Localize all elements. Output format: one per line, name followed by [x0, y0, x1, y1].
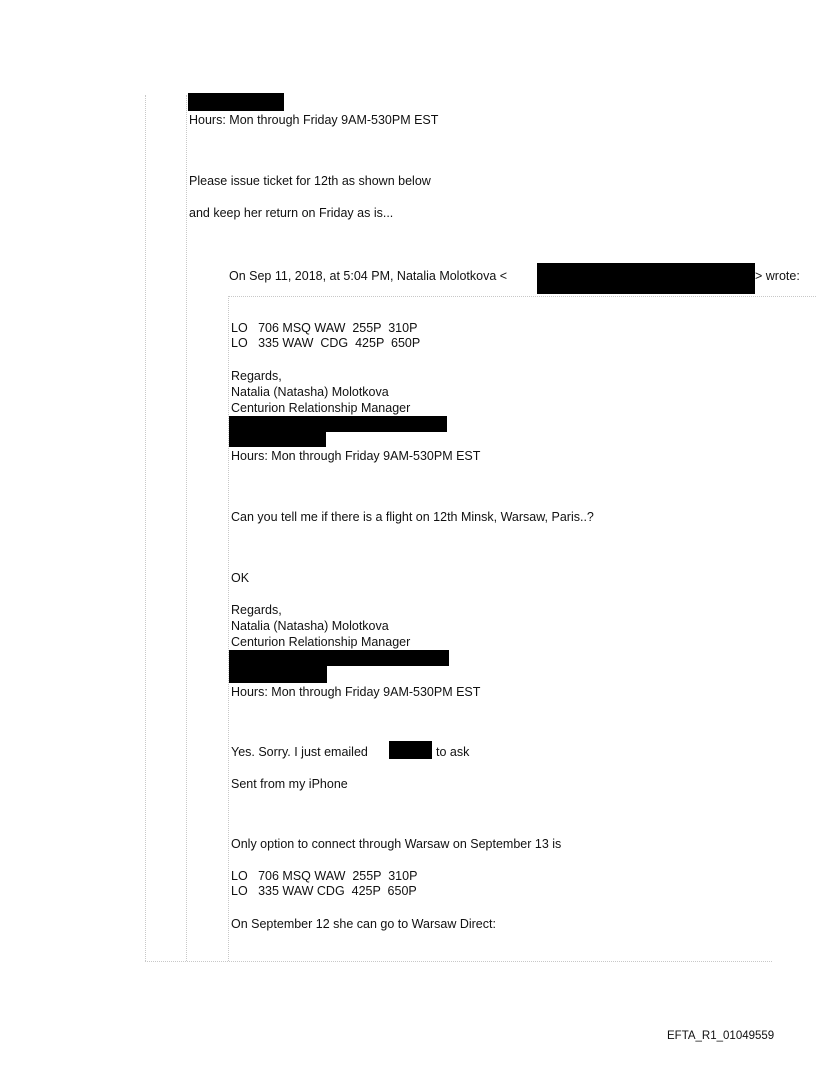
- option-text: Only option to connect through Warsaw on September 13 is: [231, 837, 562, 851]
- document-id: EFTA_R1_01049559: [667, 1030, 775, 1042]
- direct-text: On September 12 she can go to Warsaw Direct:: [231, 917, 496, 931]
- redaction-bar: [229, 416, 447, 432]
- signature-title: Centurion Relationship Manager: [231, 635, 411, 649]
- reply-text-prefix: Yes. Sorry. I just emailed: [231, 745, 368, 759]
- redaction-bar: [188, 93, 284, 111]
- ok-text: OK: [231, 571, 250, 585]
- hours-line: Hours: Mon through Friday 9AM-530PM EST: [189, 113, 439, 127]
- signature-regards: Regards,: [231, 369, 282, 383]
- outer-border-bottom: [145, 961, 772, 962]
- quote-header-suffix: > wrote:: [755, 269, 800, 283]
- flight-line: LO 335 WAW CDG 425P 650P: [231, 336, 421, 350]
- redaction-bar: [229, 666, 327, 683]
- quote-level2-top-border: [228, 296, 816, 297]
- signature-title: Centurion Relationship Manager: [231, 401, 411, 415]
- request-line-1: Please issue ticket for 12th as shown below: [189, 174, 431, 188]
- sent-from-line: Sent from my iPhone: [231, 777, 348, 791]
- quote-level2-border: [228, 296, 229, 961]
- signature-name: Natalia (Natasha) Molotkova: [231, 619, 389, 633]
- flight-line: LO 335 WAW CDG 425P 650P: [231, 884, 417, 898]
- signature-hours: Hours: Mon through Friday 9AM-530PM EST: [231, 685, 481, 699]
- question-text: Can you tell me if there is a flight on 12th Minsk, Warsaw, Paris..?: [231, 510, 594, 524]
- signature-hours: Hours: Mon through Friday 9AM-530PM EST: [231, 449, 481, 463]
- redaction-bar: [229, 650, 449, 666]
- redaction-bar: [537, 263, 755, 294]
- redaction-bar: [229, 432, 326, 447]
- request-line-2: and keep her return on Friday as is...: [189, 206, 394, 220]
- redaction-bar: [389, 741, 432, 759]
- flight-line: LO 706 MSQ WAW 255P 310P: [231, 869, 418, 883]
- reply-text-suffix: to ask: [436, 745, 470, 759]
- quote-level1-border: [186, 95, 187, 961]
- quote-header-prefix: On Sep 11, 2018, at 5:04 PM, Natalia Molotkova <: [229, 269, 508, 283]
- outer-border-left: [145, 95, 146, 961]
- flight-line: LO 706 MSQ WAW 255P 310P: [231, 321, 418, 335]
- signature-regards: Regards,: [231, 603, 282, 617]
- signature-name: Natalia (Natasha) Molotkova: [231, 385, 389, 399]
